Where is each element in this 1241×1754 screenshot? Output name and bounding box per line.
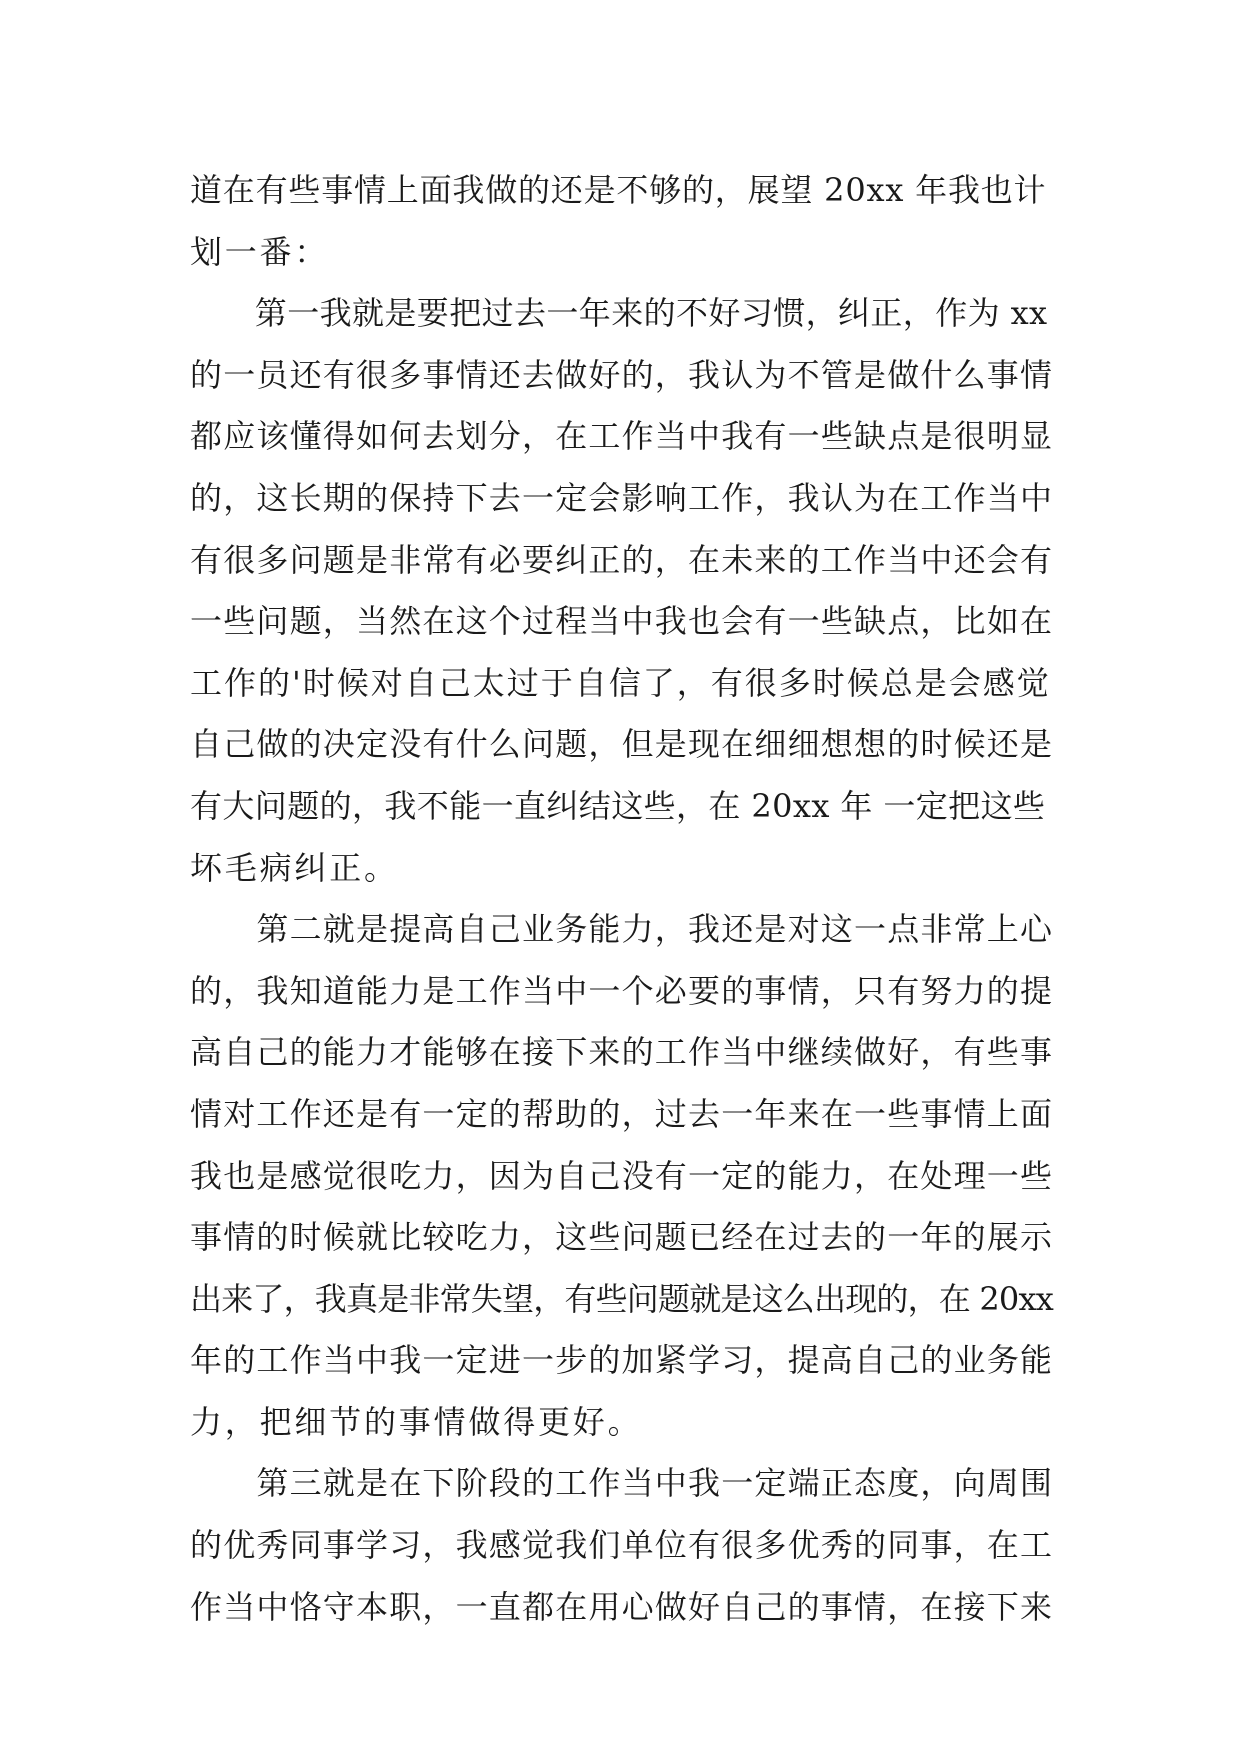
text-line: 划一番： [190, 232, 330, 271]
text-line: 第二就是提高自己业务能力，我还是对这一点非常上心 [190, 910, 1054, 949]
text-line: 的一员还有很多事情还去做好的，我认为不管是做什么事情 [190, 355, 1054, 394]
text-line: 的，我知道能力是工作当中一个必要的事情，只有努力的提 [190, 971, 1054, 1010]
text-line: 自己做的决定没有什么问题，但是现在细细想想的时候还是 [190, 725, 1054, 764]
text-line: 都应该懂得如何去划分，在工作当中我有一些缺点是很明显 [190, 417, 1054, 456]
text-line: 力，把细节的事情做得更好。 [190, 1402, 643, 1441]
document-body-text [190, 160, 1055, 1638]
text-line: 工作的'时候对自己太过于自信了，有很多时候总是会感觉 [190, 663, 1051, 702]
text-line: 情对工作还是有一定的帮助的，过去一年来在一些事情上面 [190, 1094, 1054, 1133]
text-line: 第一我就是要把过去一年来的不好习惯，纠正，作为 xx [190, 294, 1048, 333]
text-line: 坏毛病纠正。 [190, 848, 399, 887]
text-line: 的优秀同事学习，我感觉我们单位有很多优秀的同事，在工 [190, 1526, 1054, 1565]
text-line: 事情的时候就比较吃力，这些问题已经在过去的一年的展示 [190, 1218, 1054, 1257]
text-line: 有很多问题是非常有必要纠正的，在未来的工作当中还会有 [190, 540, 1054, 579]
text-line: 出来了，我真是非常失望，有些问题就是这么出现的，在 20xx [190, 1279, 1053, 1318]
text-line: 高自己的能力才能够在接下来的工作当中继续做好，有些事 [190, 1033, 1054, 1072]
text-line: 第三就是在下阶段的工作当中我一定端正态度，向周围 [190, 1464, 1054, 1503]
text-line: 年的工作当中我一定进一步的加紧学习，提高自己的业务能 [190, 1341, 1054, 1380]
text-line: 一些问题，当然在这个过程当中我也会有一些缺点，比如在 [190, 602, 1054, 641]
text-line: 作当中恪守本职，一直都在用心做好自己的事情，在接下来 [190, 1587, 1054, 1626]
text-line: 道在有些事情上面我做的还是不够的，展望 20xx 年我也计 [190, 171, 1047, 209]
text-line: 的，这长期的保持下去一定会影响工作，我认为在工作当中 [190, 478, 1054, 517]
text-line: 我也是感觉很吃力，因为自己没有一定的能力，在处理一些 [190, 1156, 1054, 1195]
text-line: 有大问题的，我不能一直纠结这些，在 20xx 年 一定把这些 [190, 786, 1046, 825]
